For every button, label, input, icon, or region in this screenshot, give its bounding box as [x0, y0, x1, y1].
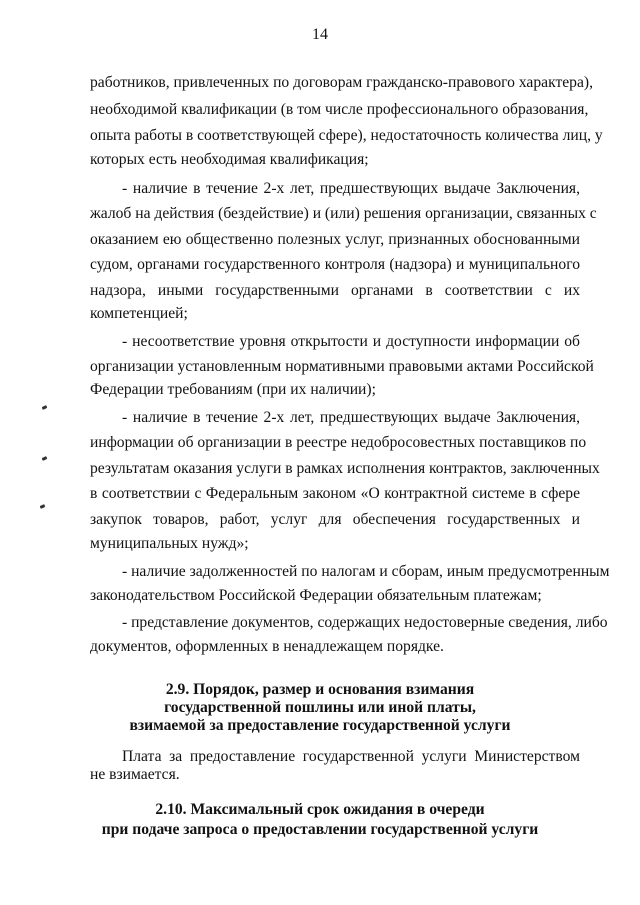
body-text-line: организации установленным нормативными правовыми актами Российской	[90, 358, 594, 375]
body-text-line: жалоб на действия (бездействие) и (или) решения организации, связанных с	[90, 205, 597, 222]
body-text-line: оказанием ею общественно полезных услуг, признанных обоснованными	[90, 231, 580, 248]
body-text-line: надзора, иными государственными органами в соответствии с их	[90, 282, 580, 299]
section-heading-line: государственной пошлины или иной платы,	[164, 699, 476, 716]
body-text-line: опыта работы в соответствующей сфере), недостаточность количества лиц, у	[90, 127, 603, 144]
body-text-line: необходимой квалификации (в том числе профессионального образования,	[90, 101, 589, 118]
body-text-line: - наличие задолженностей по налогам и сборам, иным предусмотренным	[122, 563, 610, 580]
body-text-line: документов, оформленных в ненадлежащем порядке.	[90, 638, 444, 655]
body-text-line: компетенцией;	[90, 305, 188, 322]
scan-artifact-mark	[40, 504, 46, 509]
body-text-line: законодательством Российской Федерации обязательным платежам;	[90, 587, 542, 604]
scan-artifact-mark	[42, 405, 48, 410]
section-heading-line: взимаемой за предоставление государственной услуги	[129, 717, 511, 734]
body-text-line: судом, органами государственного контроля (надзора) и муниципального	[90, 256, 580, 273]
body-text-line: - наличие в течение 2-х лет, предшествующих выдаче Заключения,	[122, 409, 580, 426]
page-number: 14	[312, 26, 328, 43]
body-text-line: Плата за предоставление государственной услуги Министерством	[122, 748, 580, 765]
section-heading-line: при подаче запроса о предоставлении государственной услуги	[101, 821, 539, 838]
body-text-line: Федерации требованиям (при их наличии);	[90, 381, 376, 398]
body-text-line: муниципальных нужд»;	[90, 535, 249, 552]
body-text-line: в соответствии с Федеральным законом «О контрактной системе в сфере	[90, 485, 580, 502]
body-text-line: не взимается.	[90, 766, 180, 783]
body-text-line: которых есть необходимая квалификация;	[90, 151, 369, 168]
body-text-line: работников, привлеченных по договорам гражданско-правового характера),	[90, 74, 593, 91]
section-heading-line: 2.10. Максимальный срок ожидания в очереди	[155, 801, 485, 818]
body-text-line: - несоответствие уровня открытости и доступности информации об	[122, 333, 580, 350]
body-text-line: информации об организации в реестре недобросовестных поставщиков по	[90, 434, 587, 451]
body-text-line: закупок товаров, работ, услуг для обеспечения государственных и	[90, 511, 580, 528]
section-heading-line: 2.9. Порядок, размер и основания взимания	[165, 681, 475, 698]
body-text-line: - наличие в течение 2-х лет, предшествующих выдаче Заключения,	[122, 180, 580, 197]
body-text-line: результатам оказания услуги в рамках исполнения контрактов, заключенных	[90, 460, 600, 477]
scan-artifact-mark	[42, 456, 48, 461]
body-text-line: - представление документов, содержащих недостоверные сведения, либо	[122, 614, 608, 631]
